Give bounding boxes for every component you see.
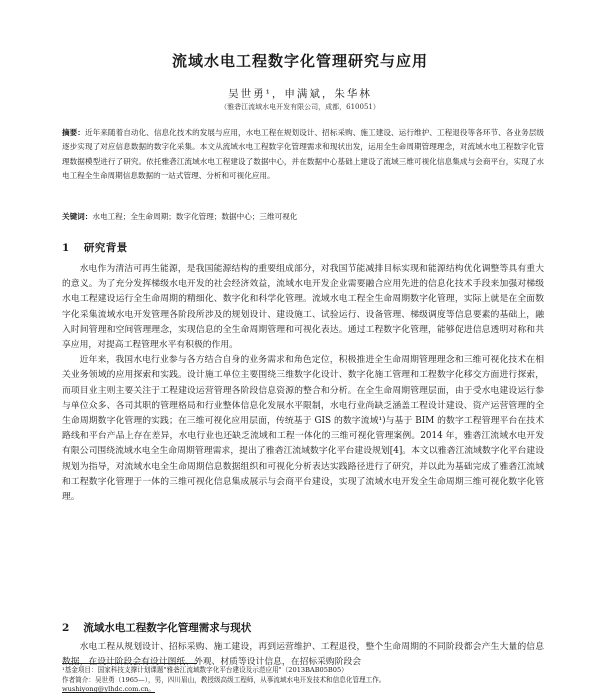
section-title-2: 流域水电工程数字化管理需求与现状: [83, 622, 252, 634]
body-paragraph: 水电工程从规划设计、招标采购、施工建设，再到运营维护、工程退役，整个生命周期的不同阶段都会产生大量的信息数据，在设计阶段会有设计图纸、外观、材质等设计信息，在招标采购阶段会: [62, 642, 544, 668]
abstract: [62, 126, 544, 183]
author-email-link[interactable]: wushiyong@ylhdc.com.cn。: [62, 685, 156, 694]
section-title-1: 研究背景: [83, 242, 128, 254]
abstract-label: 摘要：: [62, 128, 85, 137]
keywords-text: 水电工程；全生命周期；数字化管理；数据中心；三维可视化: [92, 212, 298, 221]
keywords: [62, 210, 544, 223]
paper-title: 流域水电工程数字化管理研究与应用: [171, 52, 428, 70]
section-1-body: [62, 262, 544, 505]
author-list: 吴世勇¹，申满斌，朱华林: [228, 88, 372, 100]
section-number-1: 1: [62, 242, 70, 254]
footnotes: [62, 666, 544, 695]
section-heading-1: [62, 240, 128, 255]
abstract-text: 近年来随着自动化、信息化技术的发展与应用，水电工程在规划设计、招标采购、施工建设、运行维护、工程退役等各环节、各业务层级逐步实现了对应信息数据的数字化采集。本文从流域水电工程数字化管理需求和现状出发，运用全生命周期管理理念，对流域水电工程数字化管理数据模型进行了研究。依托雅砻江流域水电工程建设了数据中心，并在数据中心基础上建设了流域三维可视化信息集成与会商平台，实现了水电工程全生命周期信息数据的一站式管理、分析和可视化应用。: [62, 128, 545, 180]
body-paragraph: 水电作为清洁可再生能源，是我国能源结构的重要组成部分，对我国节能减排目标实现和能源结构优化调整等具有重大的意义。为了充分发挥梯级水电开发的社会经济效益，流域水电开发企业需要融合应用先进的信息化技术手段来加强对梯级水电工程建设运行全生命周期的精细化、数字化和科学化管理。流域水电工程全生命周期数字化管理，实际上就是在全面数字化采集流域水电开发管理各阶段所涉及的规划设计、建设施工、试验运行、设备管理、梯级调度等信息要素的基础上，融入时间管理和空间管理理念，实现信息的全生命周期管理和可视化表达。通过工程数字化管理，能够促进信息透明对称和共享应用，对提高工程管理水平有积极的作用。: [62, 264, 544, 351]
affiliation: （雅砻江流域水电开发有限公司，成都，610051）: [220, 103, 380, 111]
footnote-author: 作者简介：吴世勇（1965—），男，四川眉山，教授级高级工程师，从事流域水电开发技术和信息化管理工作。: [62, 675, 386, 684]
footnote-divider: [62, 663, 197, 664]
section-number-2: 2: [62, 622, 70, 634]
body-paragraph: 近年来，我国水电行业参与各方结合自身的业务需求和角色定位，积极推进全生命周期管理理念和三维可视化技术在相关业务领域的应用探索和实践。设计施工单位主要围绕三维数字化设计、数字化施工管理和工程数字化移交方面进行探索，而项目业主则主要关注于工程建设运营管理各阶段信息资源的整合和分析。在全生命周期管理层面，由于受水电建设运行参与单位众多、各司其职的管理格局和行业整体信息化发展水平限制，水电行业尚缺乏涵盖工程设计建设、资产运营管理的全生命周期数字化管理的实践；在三维可视化应用层面，传统基于 GIS 的数字流域¹)与基于 BIM 的数字工程管理平台在技术路线和平台产品上存在差异，水电行业也还缺乏流域和工程一体化的三维可视化管理案例。2014 年，雅砻江流域水电开发有限公司围绕流域水电全生命周期管理需求，提出了雅砻江流域数字化平台建设规划[4]。本文以雅砻江流域数字化平台建设规划为指导，对流域水电全生命周期信息数据组织和可视化分析表达实践路径进行了研究，并以此为基础完成了雅砻江流域和工程数字化管理于一体的三维可视化信息集成展示与会商平台建设，实现了流域水电开发全生命周期三维可视化数字化管理。: [62, 355, 544, 503]
keywords-label: 关键词：: [62, 212, 93, 221]
footnote-fund: ¹基金项目：国家科技支撑计划课题"雅砻江流域数字化平台建设及示范应用"（2013BAB05B05）: [62, 666, 348, 674]
section-heading-2: [62, 620, 251, 635]
